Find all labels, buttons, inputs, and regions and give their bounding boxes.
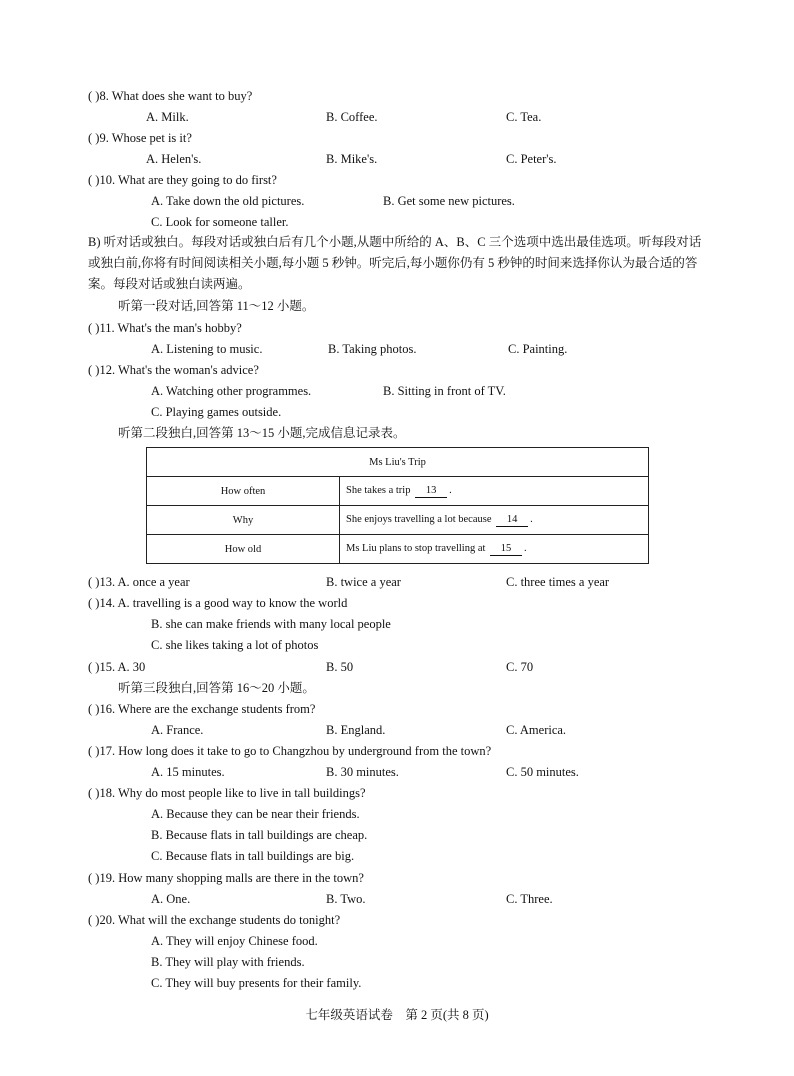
row-end: . [530,513,533,525]
table-row [147,477,649,506]
answer-blank-15[interactable]: 15 [490,543,522,556]
text-line: 听第二段独白,回答第 13～15 小题,完成信息记录表。 [118,426,406,440]
row-label: How old [147,535,340,564]
text-line: 听第一段对话,回答第 11～12 小题。 [118,299,315,313]
text-line: ( )11. What's the man's hobby? [88,321,242,335]
text-line: C. Tea. [506,110,542,124]
answer-blank-14[interactable]: 14 [496,514,528,527]
row-content [340,506,649,535]
text-line: B. she can make friends with many local people [151,617,391,631]
text-line: ( )19. How many shopping malls are there in the town? [88,871,364,885]
text-line: C. Three. [506,892,553,906]
text-line: ( )20. What will the exchange students do tonight? [88,913,341,927]
text-line: ( )14. A. travelling is a good way to know the world [88,596,348,610]
section-b-instructions: B) 听对话或独白。每段对话或独白后有几个小题,从题中所给的 A、B、C 三个选项中选出最佳选项。听每段对话或独白前,你将有时间阅读相关小题,每小题 5 秒钟。听完后,每小题你仍有 5 秒钟的时间来选择你认为最合适的答案。每段对话或独白读两遍。 [88,235,702,291]
text-line: ( )9. Whose pet is it? [88,131,192,145]
text-line: B. Get some new pictures. [383,194,515,208]
text-line: ( )15. A. 30 [88,660,146,674]
text-line: B. twice a year [326,575,401,589]
row-text: She takes a trip [346,484,411,496]
info-record-table [146,447,649,564]
text-line: B. Sitting in front of TV. [383,384,506,398]
row-text: Ms Liu plans to stop travelling at [346,542,486,554]
text-line: C. Peter's. [506,152,557,166]
text-line: C. Playing games outside. [151,405,282,419]
text-line: A. 15 minutes. [151,765,225,779]
text-line: A. Because they can be near their friends. [151,807,360,821]
text-line: C. Painting. [508,342,568,356]
text-line: B. 50 [326,660,354,674]
text-line: C. Because flats in tall buildings are big. [151,849,355,863]
answer-blank-13[interactable]: 13 [415,485,447,498]
row-content [340,535,649,564]
text-line: A. Take down the old pictures. [151,194,305,208]
text-line: B. Two. [326,892,366,906]
text-line: C. she likes taking a lot of photos [151,638,319,652]
text-line: C. America. [506,723,567,737]
text-line: B. They will play with friends. [151,955,305,969]
text-line: C. 70 [506,660,534,674]
text-line: A. France. [151,723,204,737]
text-line: A. Milk. [146,110,189,124]
text-line: B. Coffee. [326,110,378,124]
row-text: She enjoys travelling a lot because [346,513,492,525]
text-line: B. 30 minutes. [326,765,399,779]
text-line: A. They will enjoy Chinese food. [151,934,318,948]
text-line: B. England. [326,723,386,737]
text-line: ( )10. What are they going to do first? [88,173,277,187]
page-footer: 七年级英语试卷 第 2 页(共 8 页) [305,1008,489,1022]
table-row [147,506,649,535]
text-line: B. Taking photos. [328,342,417,356]
text-line: A. Listening to music. [151,342,263,356]
text-line: A. Watching other programmes. [151,384,312,398]
row-label: Why [147,506,340,535]
text-line: ( )12. What's the woman's advice? [88,363,259,377]
row-content [340,477,649,506]
text-line: ( )17. How long does it take to go to Changzhou by underground from the town? [88,744,492,758]
text-line: ( )18. Why do most people like to live in tall buildings? [88,786,366,800]
text-line: B. Because flats in tall buildings are cheap. [151,828,368,842]
text-line: C. 50 minutes. [506,765,579,779]
text-line: A. Helen's. [146,152,202,166]
text-line: C. They will buy presents for their family. [151,976,362,990]
text-line: ( )16. Where are the exchange students from? [88,702,316,716]
text-line: ( )13. A. once a year [88,575,190,589]
text-line: B. Mike's. [326,152,378,166]
row-end: . [449,484,452,496]
text-line: C. Look for someone taller. [151,215,289,229]
table-row [147,535,649,564]
table-title: Ms Liu's Trip [147,448,649,477]
text-line: 听第三段独白,回答第 16～20 小题。 [118,681,315,695]
row-end: . [524,542,527,554]
text-line: C. three times a year [506,575,610,589]
text-line: A. One. [151,892,191,906]
text-line: ( )8. What does she want to buy? [88,89,253,103]
row-label: How often [147,477,340,506]
